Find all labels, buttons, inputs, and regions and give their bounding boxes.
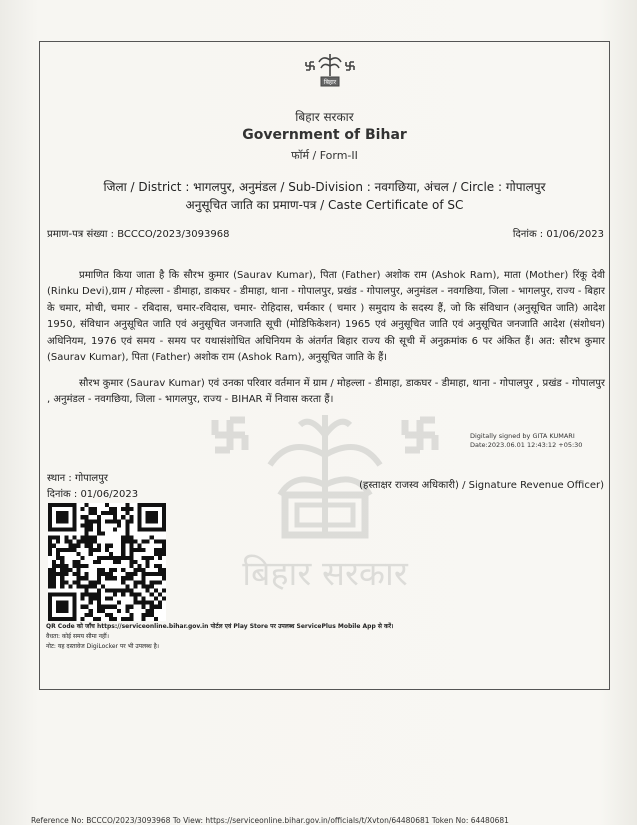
revenue-officer-signature-title: (हस्ताक्षर राजस्व अधिकारी) / Signature Revenue Officer) (359, 480, 604, 491)
digilocker-note: नोट: यह दस्तावेज DigiLocker पर भी उपलब्ध है। (46, 643, 160, 650)
watermark-text: बिहार सरकार (242, 554, 408, 594)
digital-signature-date: Date:2023.06.01 12:43:12 +05:30 (470, 441, 583, 449)
district-line: जिला / District : भागलपुर, अनुमंडल / Sub-Division : नवगछिया, अंचल / Circle : गोपालपुर (103, 180, 546, 194)
place-date-label: दिनांक : 01/06/2023 (47, 489, 139, 500)
bihar-emblem-watermark (200, 395, 450, 610)
emblem-caption: बिहार (323, 79, 337, 86)
digital-signature (470, 432, 582, 450)
govt-hindi-heading: बिहार सरकार (295, 110, 354, 124)
place-label: स्थान : गोपालपुर (47, 473, 108, 484)
form-label: फॉर्म / Form-II (291, 149, 358, 162)
qr-verification-note: QR Code को जाँच https://serviceonline.bihar.gov.in पोर्टल एवं Play Store पर उपलब्ध ServicePlus Mobile App से करें। (46, 623, 394, 630)
digital-signature-signer: Digitally signed by GITA KUMARI (470, 432, 575, 440)
bihar-emblem-logo (303, 50, 357, 94)
validity-note: वैधता: कोई समय सीमा नहीं। (46, 633, 109, 640)
certificate-date: दिनांक : 01/06/2023 (512, 229, 604, 240)
certificate-number: प्रमाण-पत्र संख्या : BCCCO/2023/3093968 (47, 229, 230, 240)
certificate-paragraph-1: प्रमाणित किया जाता है कि सौरभ कुमार (Saurav Kumar), पिता (Father) अशोक राम (Ashok Ram), माता (Mother) रिंकू देवी (Rinku Devi),ग्राम / मोहल्ला - डीमाहा, डाकघर - डीमाहा, थाना - गोपालपुर, प्रखंड - गोपालपुर, अनुमंडल - नवगछिया, जिला - भागलपुर, राज्य - बिहार के चमार, मोची, चमार - रबिदास, चमार-रविदास, चमार- रोहिदास, चर्मकार ( चमार ) समुदाय के सदस्य हैं, जो कि संविधान (अनुसूचित जाति) आदेश 1950, संविधान अनुसूचित जाति एवं अनुसूचित जनजाति सूची (मोडिफिकेशन) 1965 एवं अनुसूचित जाति एवं अनुसूचित जनजाति आदेश (संशोधन) अधिनियम, 1976 एवं समय - समय पर यथासंशोधित अधिनियम के अंतर्गत बिहार राज्य की सूची में अनुक्रमांक 6 पर अंकित हैं। अत: सौरभ कुमार (Saurav Kumar), पिता (Father) अशोक राम (Ashok Ram), अनुसूचित जाति के हैं। (47, 270, 605, 364)
certificate-paragraph-2: सौरभ कुमार (Saurav Kumar) एवं उनका परिवार वर्तमान में ग्राम / मोहल्ला - डीमाहा, डाकघर - डीमाहा, थाना - गोपालपुर , प्रखंड - गोपालपुर , अनुमंडल - नवगछिया, जिला - भागलपुर, राज्य - BIHAR में निवास करता हैं। (47, 378, 605, 406)
certificate-title: अनुसूचित जाति का प्रमाण-पत्र / Caste Certificate of SC (185, 198, 464, 212)
qr-code (48, 503, 166, 621)
govt-english-heading: Government of Bihar (242, 127, 407, 143)
notes-block (46, 622, 393, 652)
reference-footer: Reference No: BCCCO/2023/3093968 To View: https://serviceonline.bihar.gov.in/officials/t/Xvton/64480681 Token No: 64480681 (31, 816, 509, 825)
